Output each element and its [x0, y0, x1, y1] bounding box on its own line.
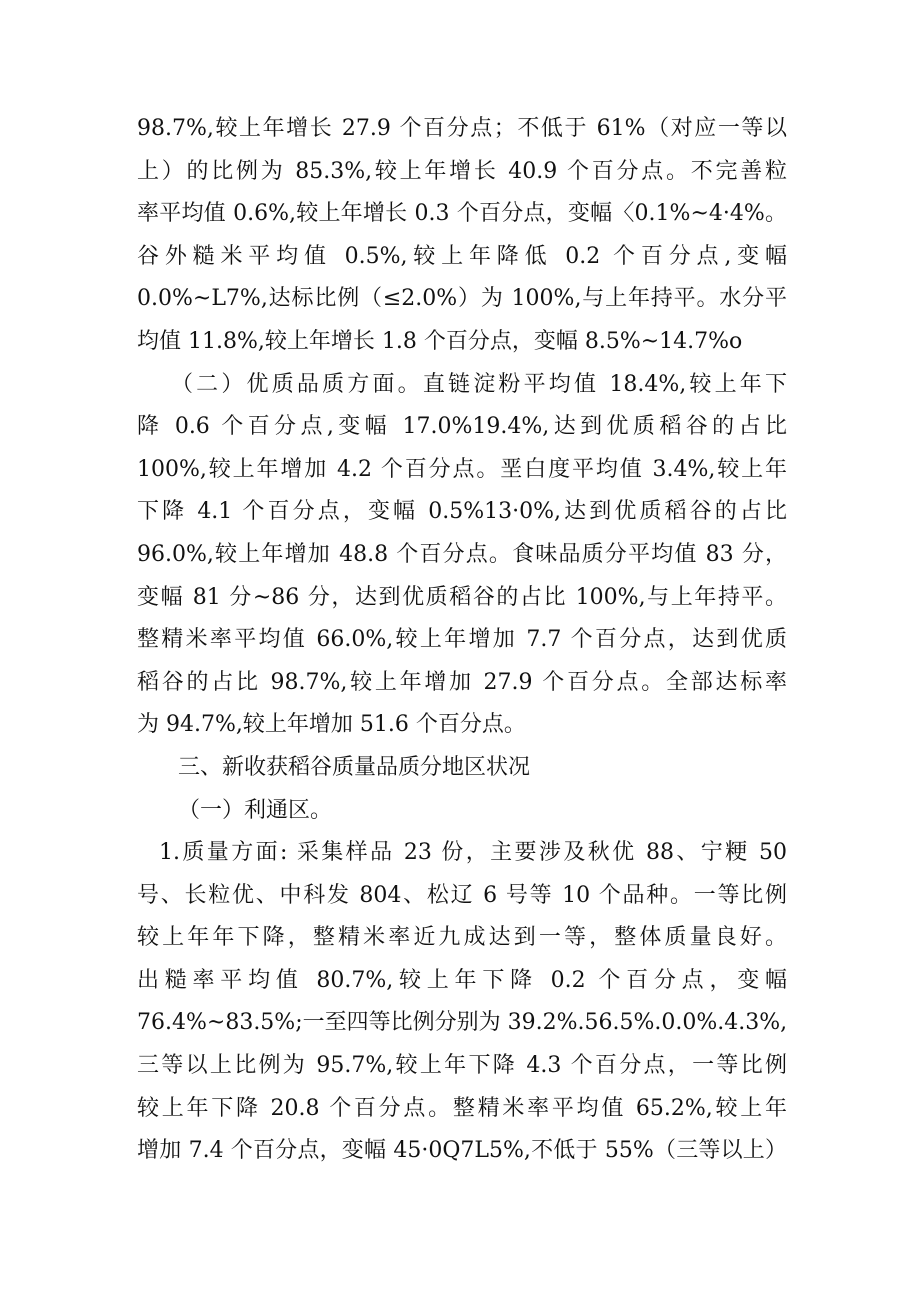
paragraph-line: 0.0%~L7%,达标比例（≤2.0%）为 100%,与上年持平。水分平	[137, 286, 787, 312]
section-heading: （一）利通区。	[178, 797, 333, 823]
paragraph-line: 较上年下降 20.8 个百分点。整精米率平均值 65.2%,较上年	[137, 1095, 787, 1121]
paragraph-line: 76.4%~83.5%;一至四等比例分别为 39.2%.56.5%.0.0%.4.3%,	[137, 1010, 787, 1036]
paragraph-line: 变幅 81 分~86 分，达到优质稻谷的占比 100%,与上年持平。	[137, 584, 787, 610]
paragraph-line: 下降 4.1 个百分点，变幅 0.5%13·0%,达到优质稻谷的占比	[137, 499, 787, 525]
paragraph-line: 1.质量方面: 采集样品 23 份，主要涉及秋优 88、宁粳 50	[159, 840, 787, 866]
paragraph-line: （二）优质品质方面。直链淀粉平均值 18.4%,较上年下	[171, 371, 787, 397]
paragraph-line: 均值 11.8%,较上年增长 1.8 个百分点，变幅 8.5%~14.7%o	[137, 328, 743, 354]
paragraph-line: 稻谷的占比 98.7%,较上年增加 27.9 个百分点。全部达标率	[137, 669, 787, 695]
paragraph-line: 出糙率平均值 80.7%,较上年下降 0.2 个百分点，变幅	[137, 967, 787, 993]
paragraph-line: 率平均值 0.6%,较上年增长 0.3 个百分点，变幅〈0.1%~4·4%。	[137, 201, 787, 227]
section-heading: 三、新收获稻谷质量品质分地区状况	[178, 754, 531, 780]
paragraph-line: 增加 7.4 个百分点，变幅 45·0Q7L5%,不低于 55%（三等以上）	[137, 1138, 787, 1164]
paragraph-line: 上）的比例为 85.3%,较上年增长 40.9 个百分点。不完善粒	[137, 158, 787, 184]
paragraph-line: 谷外糙米平均值 0.5%,较上年降低 0.2 个百分点,变幅	[137, 243, 787, 269]
body-text	[137, 108, 787, 1173]
paragraph-line: 三等以上比例为 95.7%,较上年下降 4.3 个百分点，一等比例	[137, 1053, 787, 1079]
paragraph-line: 较上年年下降，整精米率近九成达到一等，整体质量良好。	[137, 925, 787, 951]
paragraph-line: 98.7%,较上年增长 27.9 个百分点；不低于 61%（对应一等以	[137, 116, 787, 141]
paragraph-line: 100%,较上年增加 4.2 个百分点。垩白度平均值 3.4%,较上年	[137, 456, 787, 482]
paragraph-line: 整精米率平均值 66.0%,较上年增加 7.7 个百分点，达到优质	[137, 627, 787, 653]
paragraph-line: 为 94.7%,较上年增加 51.6 个百分点。	[137, 712, 526, 738]
paragraph-line: 96.0%,较上年增加 48.8 个百分点。食味品质分平均值 83 分，	[137, 541, 787, 567]
paragraph-line: 降 0.6 个百分点,变幅 17.0%19.4%,达到优质稻谷的占比	[137, 414, 787, 440]
paragraph-line: 号、长粒优、中科发 804、松辽 6 号等 10 个品种。一等比例	[137, 882, 787, 908]
